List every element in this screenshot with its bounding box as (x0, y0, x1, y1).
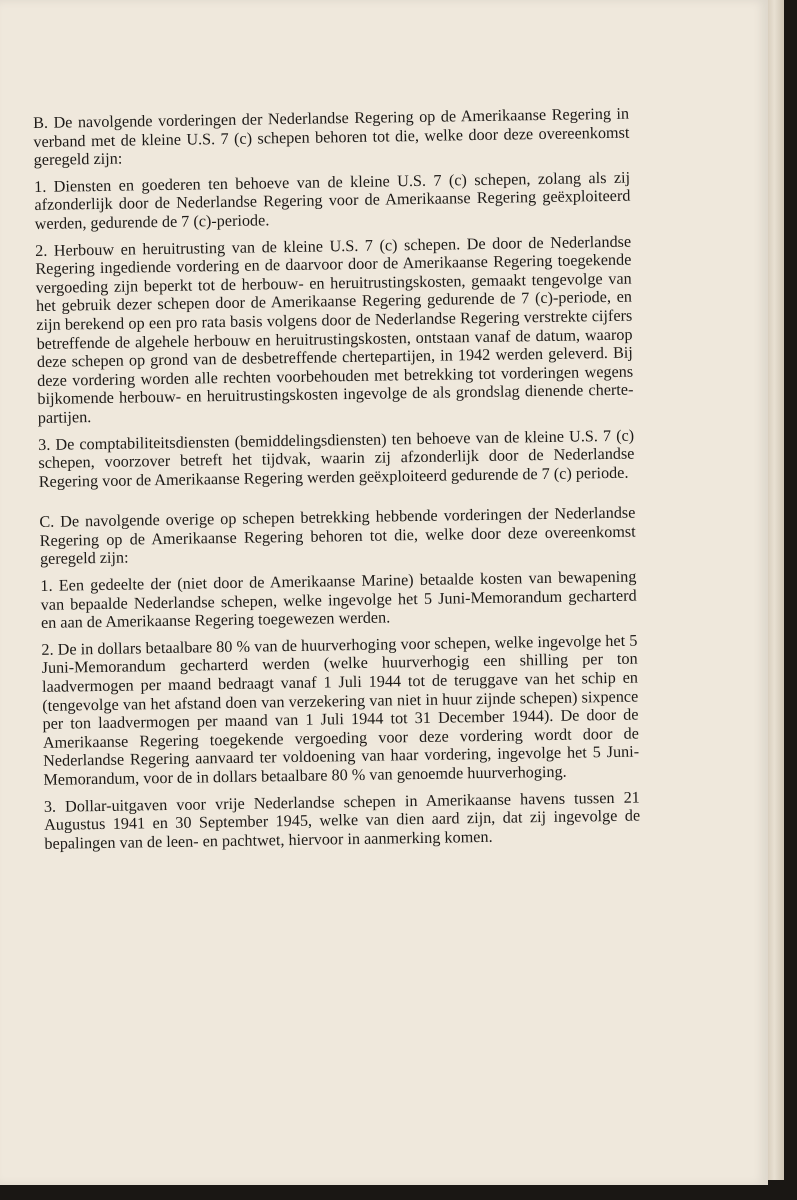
section-c-intro: C. De navolgende overige op schepen betrekking hebbende vorderingen der Nederlandse Regering op de Amerikaanse Regering behoren tot die, welke door deze overeenkomst geregeld zijn: (39, 503, 636, 569)
section-c-item-3: 3. Dollar-uitgaven voor vrije Nederlandse schepen in Amerikaanse havens tussen 21 Augustus 1941 en 30 September 1945, welke van dien aard zijn, dat zij ingevolge de bepalingen van de leen- en pachtwet, hiervoor in aanmerking komen. (43, 788, 641, 853)
section-b-item-1: 1. Diensten en goederen ten behoeve van de kleine U.S. 7 (c) schepen, zolang als zij afzonderlijk door de Nederlandse Regering voor de Amerikaanse Regering geëxploiteerd werden, gedurende de 7 (c)-periode. (34, 168, 631, 233)
section-c-item-1: 1. Een gedeelte der (niet door de Amerikaanse Marine) betaalde kosten van bewapening van bepaalde Nederlandse schepen, welke ingevolge het 5 Juni-Memorandum gecharterd en aan de Amerikaanse Regering toegewezen werden. (40, 567, 637, 633)
page-edge (768, 0, 784, 1180)
section-b-item-2: 2. Herbouw en heruitrusting van de kleine U.S. 7 (c) schepen. De door de Nederlandse Regering ingediende vordering en de daarvoor door de Amerikaanse Regering toegekende vergoeding zijn beperkt tot de herbouw- en heruitrustingskosten, gemaakt tengevolge van het gebruik dezer schepen door de Amerikaanse Regering gedurende de 7 (c)-periode, en zijn berekend op een pro rata basis volgens door de Nederlandse Regering verstrekte cijfers betreffende de algehele herbouw en heruitrustingskosten, ontstaan vanaf de datum, waarop deze schepen op grond van de desbetreffende chertepartijen, in 1942 werden geleverd. Bij deze vordering worden alle rechten voorbehouden met betrekking tot vorderingen wegens bijkomende herbouw- en heruitrustingskosten ingevolge de als grondslag dienende cherte-partijen. (35, 232, 634, 427)
section-c-item-2: 2. De in dollars betaalbare 80 % van de huurverhoging voor schepen, welke ingevolge het 5 Juni-Memorandum gecharterd werden (welke huurverhogig een shilling per ton laadvermogen per maand bedraagt vanaf 1 Juli 1944 tot de teruggave van het schip en (tengevolge van het afstand doen van verzekering van niet in huur zijnde schepen) sixpence per ton laadvermogen per maand van 1 Juli 1944 tot 31 December 1944). De door de Amerikaanse Regering toegekende vergoeding voor deze vordering wordt door de Nederlandse Regering aanvaard ter voldoening van haar vordering, ingevolge het 5 Juni-Memorandum, voor de in dollars betaalbare 80 % van genoemde huurverhoging. (41, 631, 640, 789)
scan-border (784, 0, 797, 1200)
section-b-intro: B. De navolgende vorderingen der Nederlandse Regering op de Amerikaanse Regering in verband met de kleine U.S. 7 (c) schepen behoren tot die, welke door deze overeenkomst geregeld zijn: (33, 104, 630, 170)
section-b-item-3: 3. De comptabiliteitsdiensten (bemiddelingsdiensten) ten behoeve van de kleine U.S. 7 (c) schepen, voorzover betreft het tijdvak, waarin zij afzonderlijk door de Nederlandse Regering voor de Amerikaanse Regering werden geëxploiteerd gedurende de 7 (c) periode. (38, 426, 635, 491)
page-text (33, 105, 641, 854)
